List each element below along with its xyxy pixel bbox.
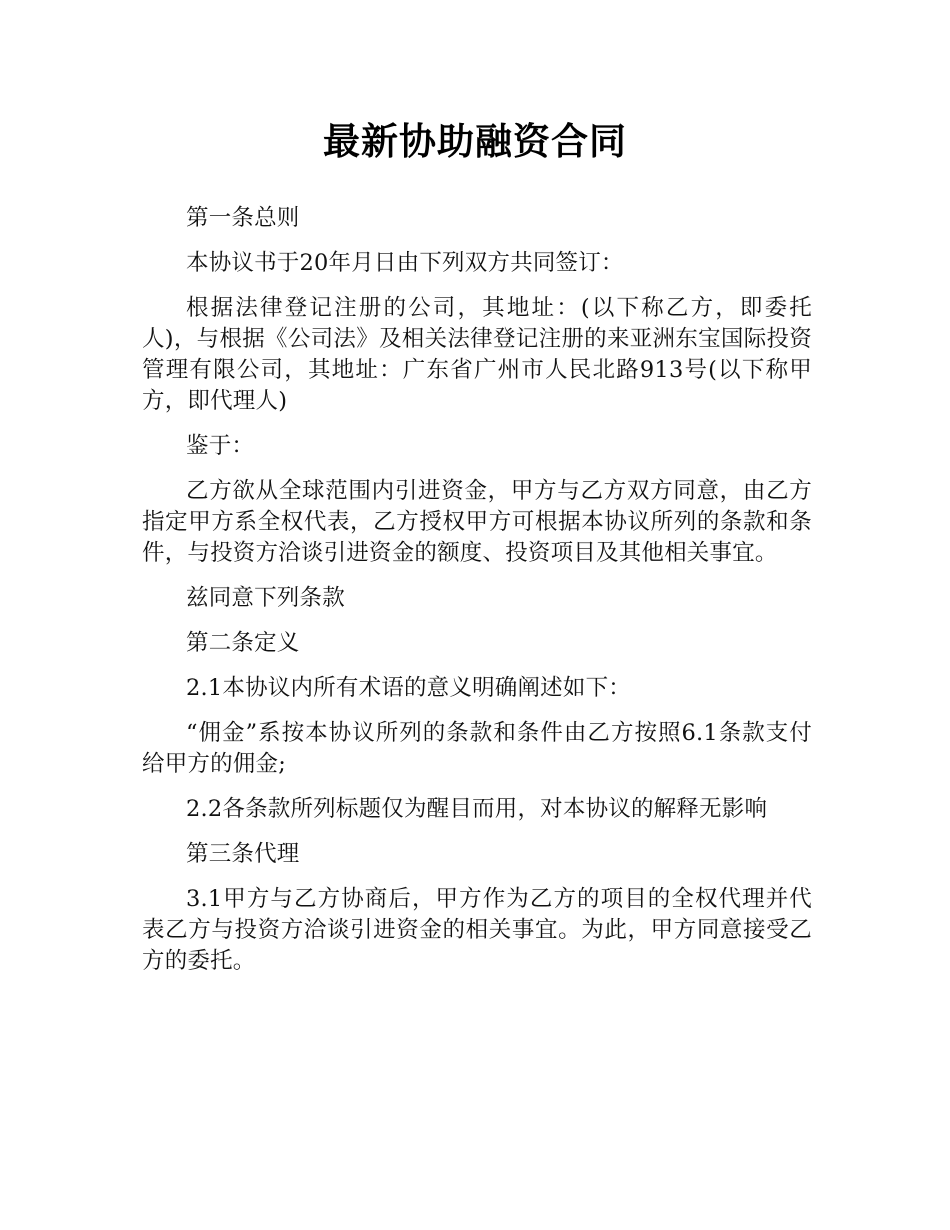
- paragraph-purpose: 乙方欲从全球范围内引进资金，甲方与乙方双方同意，由乙方指定甲方系全权代表，乙方授权甲方可根据本协议所列的条款和条件，与投资方洽谈引进资金的额度、投资项目及其他相关事宜。: [142, 478, 812, 566]
- paragraph-clause-2-1: 2.1本协议内所有术语的意义明确阐述如下：: [186, 675, 631, 701]
- paragraph-whereas: 鉴于：: [186, 433, 255, 459]
- paragraph-commission-definition: “佣金”系按本协议所列的条款和条件由乙方按照6.1条款支付给甲方的佣金;: [142, 720, 812, 777]
- paragraph-agree-terms: 兹同意下列条款: [186, 585, 345, 611]
- paragraph-article-1-heading: 第一条总则: [186, 205, 300, 231]
- paragraph-parties: 根据法律登记注册的公司，其地址：(以下称乙方，即委托人)，与根据《公司法》及相关法律登记注册的来亚洲东宝国际投资管理有限公司，其地址：广东省广州市人民北路913号(以下称甲方，即代理人): [142, 295, 812, 414]
- paragraph-signing-date: 本协议书于20年月日由下列双方共同签订：: [186, 250, 624, 276]
- paragraph-article-3-heading: 第三条代理: [186, 841, 300, 867]
- paragraph-article-2-heading: 第二条定义: [186, 630, 300, 656]
- paragraph-clause-3-1: 3.1甲方与乙方协商后，甲方作为乙方的项目的全权代理并代表乙方与投资方洽谈引进资金的相关事宜。为此，甲方同意接受乙方的委托。: [142, 886, 812, 974]
- paragraph-clause-2-2: 2.2各条款所列标题仅为醒目而用，对本协议的解释无影响: [186, 796, 768, 822]
- document-title: 最新协助融资合同: [323, 120, 627, 163]
- document-body: [142, 203, 812, 991]
